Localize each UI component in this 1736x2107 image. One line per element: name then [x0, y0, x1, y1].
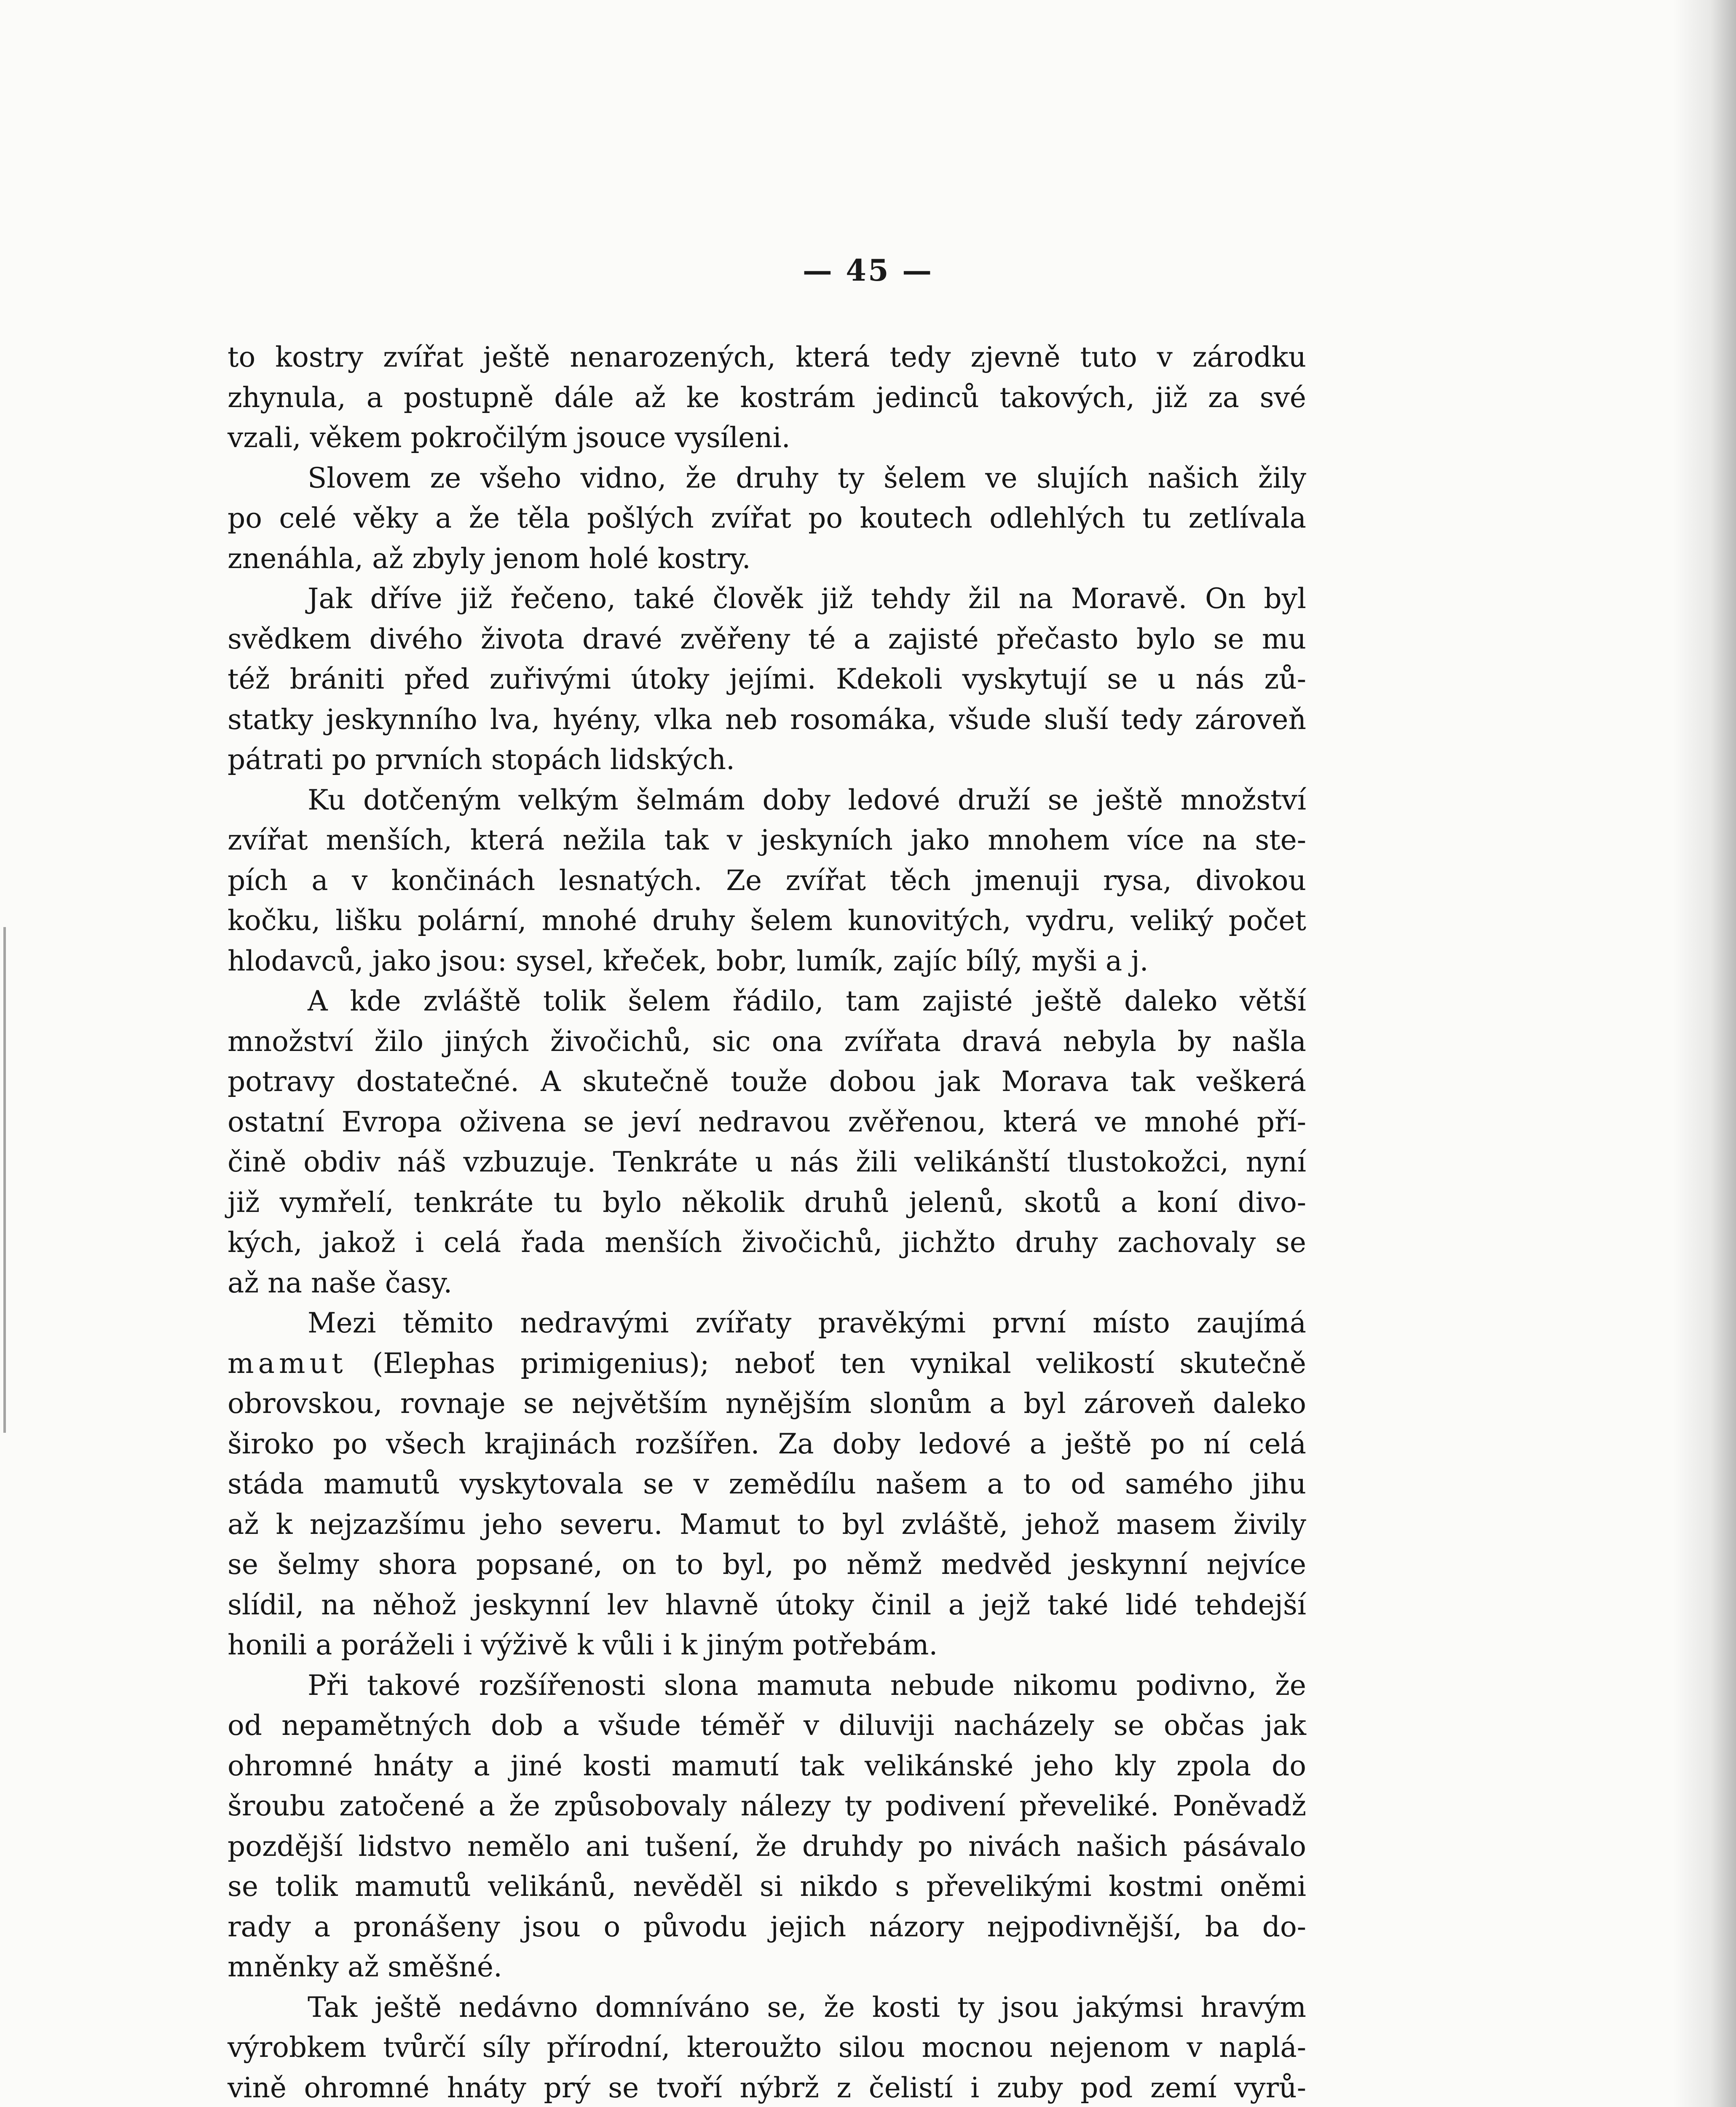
text-line: Mezi těmito nedravými zvířaty pravěkými první místo zaujímá: [308, 1307, 1306, 1339]
body-text: [228, 337, 1306, 2107]
text-line: [228, 1343, 1306, 1384]
text-line: pozdější lidstvo nemělo ani tušení, že druhdy po nivách našich pásávalo: [228, 1830, 1306, 1863]
text-line: vzali, věkem pokročilým jsouce vysíleni.: [228, 421, 790, 454]
text-line: až k nejzazšímu jeho severu. Mamut to byl zvláště, jehož masem živily: [228, 1508, 1306, 1541]
text-line: šroubu zatočené a že způsobovaly nálezy ty podivení převeliké. Poněvadž: [228, 1790, 1306, 1822]
binding-mark: [3, 927, 6, 1433]
text-line: pích a v končinách lesnatých. Ze zvířat těch jmenuji rysa, divokou: [228, 864, 1306, 897]
text-line: Jak dříve již řečeno, také člověk již tehdy žil na Moravě. On byl: [308, 582, 1306, 615]
page-edge-shadow: [1673, 0, 1736, 2107]
text-line: pátrati po prvních stopách lidských.: [228, 743, 735, 776]
text-line: A kde zvláště tolik šelem řádilo, tam zajisté ještě daleko větší: [308, 985, 1306, 1017]
text-line: Tak ještě nedávno domníváno se, že kosti ty jsou jakýmsi hravým: [308, 1991, 1306, 2024]
text-line: ohromné hnáty a jiné kosti mamutí tak velikánské jeho kly zpola do: [228, 1749, 1306, 1782]
mamut-word: mamut: [228, 1347, 347, 1380]
text-line: kočku, lišku polární, mnohé druhy šelem kunovitých, vydru, veliký počet: [228, 904, 1306, 937]
text-line: od nepamětných dob a všude téměř v diluviji nacházely se občas jak: [228, 1709, 1306, 1742]
text-line: rady a pronášeny jsou o původu jejich názory nejpodivnější, ba do-: [228, 1910, 1306, 1943]
text-line: též brániti před zuřivými útoky jejími. Kdekoli vyskytují se u nás zů-: [228, 663, 1306, 695]
text-line: Ku dotčeným velkým šelmám doby ledové druží se ještě množství: [308, 783, 1306, 816]
text-line: Při takové rozšířenosti slona mamuta nebude nikomu podivno, že: [308, 1669, 1306, 1702]
text-line: honili a poráželi i výživě k vůli i k jiným potřebám.: [228, 1629, 938, 1661]
text-line: hlodavců, jako jsou: sysel, křeček, bobr, lumík, zajíc bílý, myši a j.: [228, 944, 1149, 977]
text-line: zvířat menších, která nežila tak v jeskyních jako mnohem více na ste-: [228, 824, 1306, 856]
text-line: slídil, na něhož jeskynní lev hlavně útoky činil a jejž také lidé tehdejší: [228, 1588, 1306, 1621]
mamut-line-rest: (Elephas primigenius); neboť ten vynikal velikostí skutečně: [372, 1347, 1306, 1380]
text-line: po celé věky a že těla pošlých zvířat po koutech odlehlých tu zetlívala: [228, 502, 1306, 534]
text-line: množství žilo jiných živočichů, sic ona zvířata dravá nebyla by našla: [228, 1025, 1306, 1058]
text-line: čině obdiv náš vzbuzuje. Tenkráte u nás žili velikánští tlustokožci, nyní: [228, 1146, 1306, 1178]
page-number: — 45 —: [802, 253, 934, 288]
text-line: mněnky až směšné.: [228, 1951, 502, 1983]
text-line: až na naše časy.: [228, 1266, 453, 1299]
text-line: kých, jakož i celá řada menších živočichů, jichžto druhy zachovaly se: [228, 1226, 1306, 1259]
text-line: zhynula, a postupně dále až ke kostrám jedinců takových, již za své: [228, 381, 1306, 414]
text-line: ostatní Evropa oživena se jeví nedravou zvěřenou, která ve mnohé pří-: [228, 1105, 1306, 1138]
text-line: výrobkem tvůrčí síly přírodní, kteroužto silou mocnou nejenom v naplá-: [228, 2031, 1306, 2064]
text-line: obrovskou, rovnaje se největším nynějším slonům a byl zároveň daleko: [228, 1387, 1306, 1420]
text-line: znenáhla, až zbyly jenom holé kostry.: [228, 542, 751, 575]
text-line: se šelmy shora popsané, on to byl, po němž medvěd jeskynní nejvíce: [228, 1548, 1306, 1581]
text-line: svědkem divého života dravé zvěřeny té a zajisté přečasto bylo se mu: [228, 622, 1306, 655]
text-line: stáda mamutů vyskytovala se v zemědílu našem a to od samého jihu: [228, 1468, 1306, 1500]
text-line: potravy dostatečné. A skutečně touže dobou jak Morava tak veškerá: [228, 1065, 1306, 1098]
text-line: široko po všech krajinách rozšířen. Za doby ledové a ještě po ní celá: [228, 1427, 1306, 1460]
text-line: Slovem ze všeho vidno, že druhy ty šelem ve slujích našich žily: [308, 461, 1306, 494]
text-line: vině ohromné hnáty prý se tvoří nýbrž z čelistí i zuby pod zemí vyrů-: [228, 2071, 1306, 2104]
text-line: se tolik mamutů velikánů, nevěděl si nikdo s převelikými kostmi oněmi: [228, 1870, 1306, 1903]
text-line: to kostry zvířat ještě nenarozených, která tedy zjevně tuto v zárodku: [228, 341, 1306, 373]
text-line: již vymřelí, tenkráte tu bylo několik druhů jelenů, skotů a koní divo-: [228, 1186, 1306, 1219]
text-line: statky jeskynního lva, hyény, vlka neb rosomáka, všude sluší tedy zároveň: [228, 703, 1306, 736]
